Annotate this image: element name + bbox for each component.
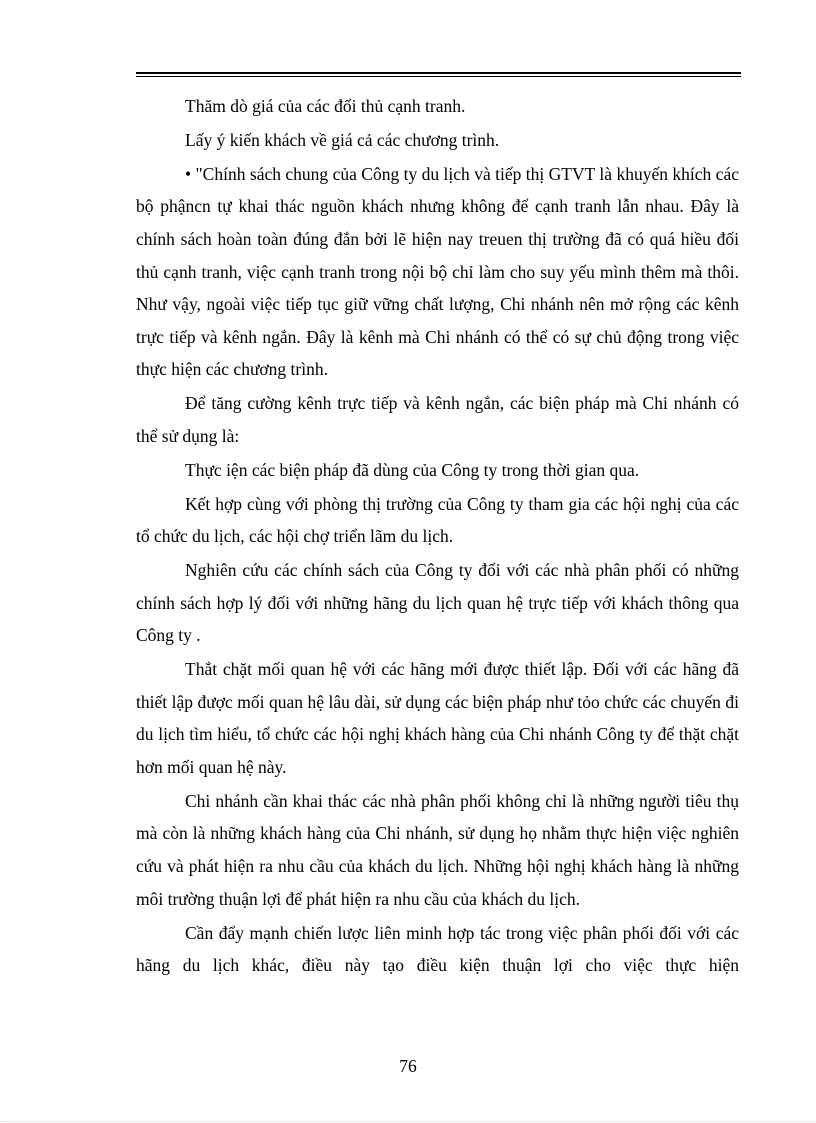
paragraph-7: Nghiên cứu các chính sách của Công ty đối với các nhà phân phối có những chính sách hợp lý đối với những hãng du lịch quan hệ trực tiếp với khách thông qua Công ty . (136, 560, 739, 646)
paragraph-4: Để tăng cường kênh trực tiếp và kênh ngắn, các biện pháp mà Chi nhánh có thể sử dụng là: (136, 393, 739, 446)
header-rule-thin (136, 76, 741, 77)
paragraph-3: • "Chính sách chung của Công ty du lịch và tiếp thị GTVT là khuyến khích các bộ phậncn tự khai thác nguồn khách nhưng không để cạnh tranh lẫn nhau. Đây là chính sách hoàn toàn đúng đắn bởi lẽ hiện nay treuen thị trường đã có quá hiều đối thủ cạnh tranh, việc cạnh tranh trong nội bộ chỉ làm cho suy yếu mình thêm mà thôi. Như vậy, ngoài việc tiếp tục giữ vững chất lượng, Chi nhánh nên mở rộng các kênh trực tiếp và kênh ngắn. Đây là kênh mà Chi nhánh có thể có sự chủ động trong việc thực hiện các chương trình. (136, 163, 739, 380)
paragraph-10: Cần đẩy mạnh chiến lược liên minh hợp tác trong việc phân phối đối với các hãng du lịch khác, điều này tạo điều kiện thuận lợi cho việc thực hiện (136, 922, 739, 976)
page-number: 76 (399, 1056, 417, 1076)
page-bottom-dotted-line (0, 1121, 816, 1122)
paragraph-2: Lấy ý kiến khách về giá cả các chương trình. (185, 129, 500, 150)
paragraph-8: Thắt chặt mối quan hệ với các hãng mới được thiết lập. Đối với các hãng đã thiết lập được mối quan hệ lâu dài, sử dụng các biện pháp như tỏo chức các chuyến đi du lịch tìm hiểu, tổ chức các hội nghị khách hàng của Chi nhánh Công ty để thặt chặt hơn mối quan hệ này. (136, 659, 739, 777)
header-rule-thick (136, 72, 741, 74)
paragraph-6: Kết hợp cùng với phòng thị trường của Công ty tham gia các hội nghị của các tổ chức du lịch, các hội chợ triển lãm du lịch. (136, 493, 739, 547)
body-text (136, 90, 739, 983)
paragraph-1: Thăm dò giá của các đối thủ cạnh tranh. (185, 96, 466, 116)
paragraph-9: Chi nhánh cần khai thác các nhà phân phối không chỉ là những người tiêu thụ mà còn là những khách hàng của Chi nhánh, sử dụng họ nhằm thực hiện việc nghiên cứu và phát hiện ra nhu cầu của khách du lịch. Những hội nghị khách hàng là những môi trường thuận lợi để phát hiện ra nhu cầu của khách du lịch. (136, 790, 739, 909)
paragraph-5: Thực iện các biện pháp đã dùng của Công ty trong thời gian qua. (185, 459, 640, 480)
